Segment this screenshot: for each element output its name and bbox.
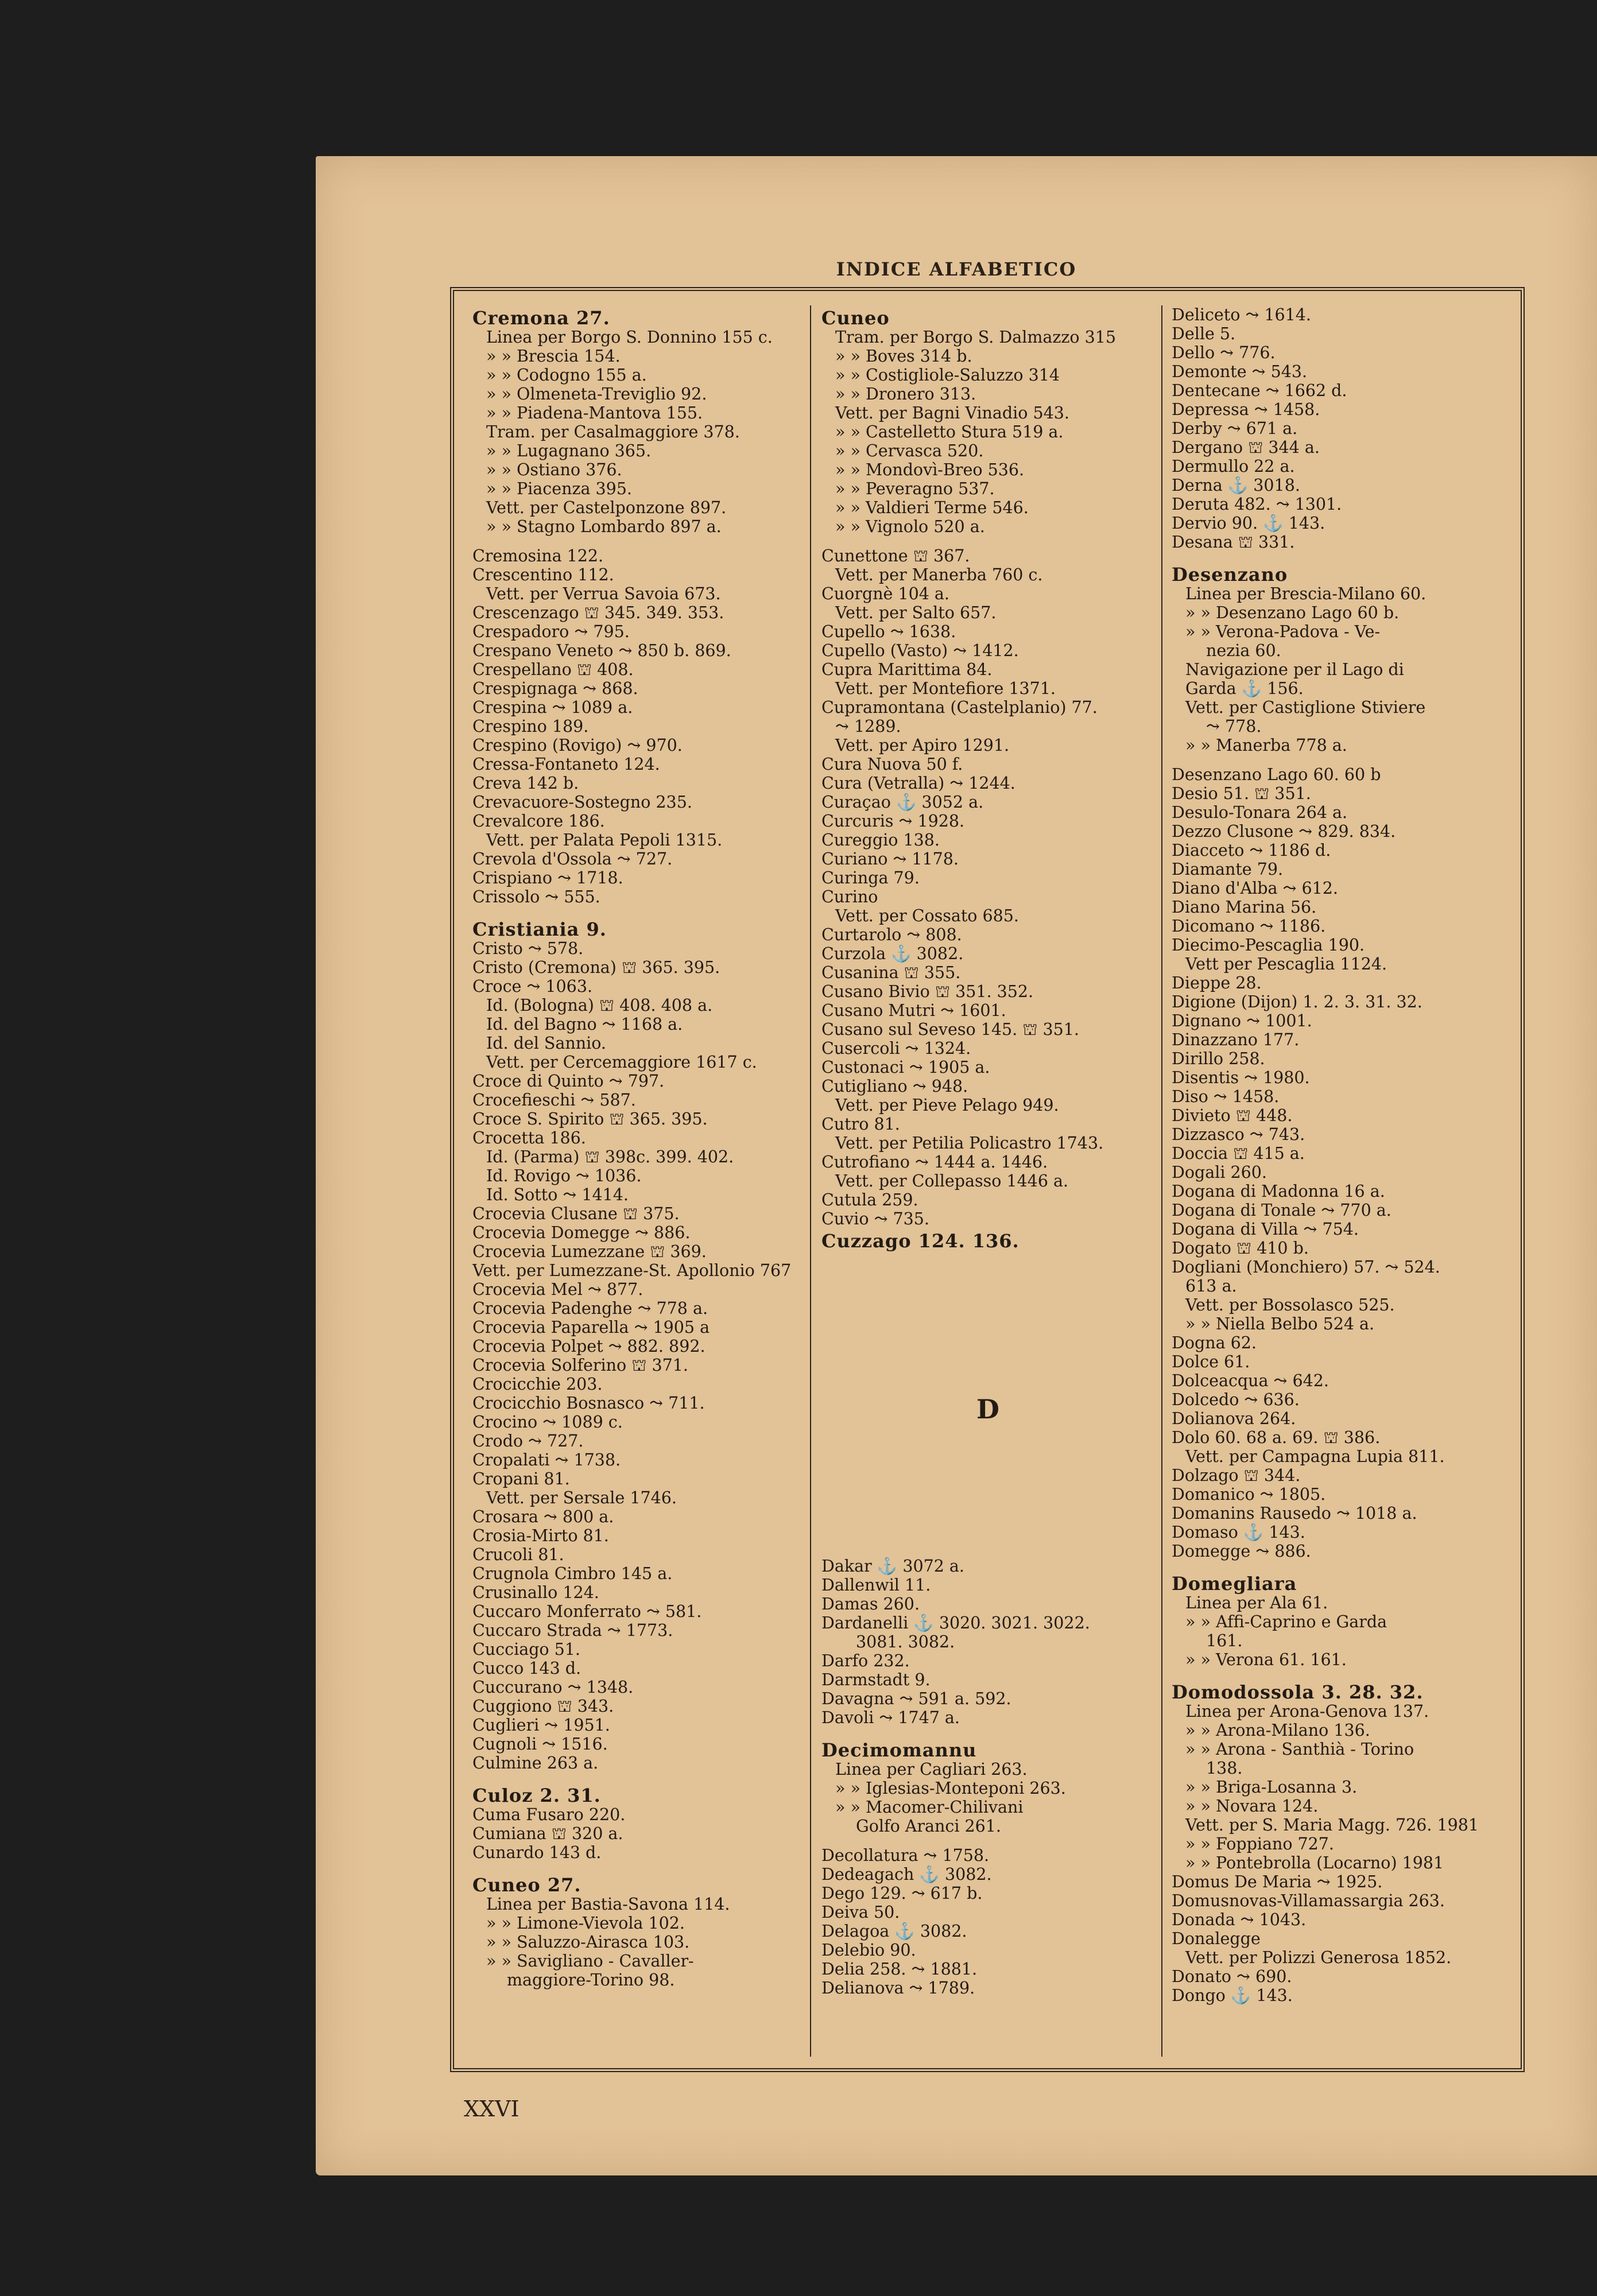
- index-entry: Vett. per Cossato 685.: [835, 906, 1019, 925]
- index-entry: » » Mondovì-Breo 536.: [835, 460, 1025, 479]
- index-entry: Vett. per Bossolasco 525.: [1185, 1296, 1395, 1314]
- index-heading: Cuneo: [821, 307, 890, 329]
- index-heading: Cuzzago 124. 136.: [821, 1230, 1020, 1252]
- index-entry: Desulo-Tonara 264 a.: [1172, 803, 1348, 822]
- index-entry: » » Briga-Losanna 3.: [1185, 1778, 1358, 1797]
- index-entry: Crocevia Clusane ⛫ 375.: [472, 1204, 680, 1223]
- index-entry: Darmstadt 9.: [821, 1670, 931, 1689]
- index-entry: Cutula 259.: [821, 1190, 918, 1209]
- index-entry: Navigazione per il Lago di: [1185, 660, 1404, 679]
- index-entry: Vett. per S. Maria Magg. 726. 1981: [1185, 1816, 1479, 1835]
- scanned-page: [316, 156, 1597, 2175]
- index-entry: Crespignaga ⤳ 868.: [472, 679, 638, 698]
- index-entry: Cristo ⤳ 578.: [472, 939, 584, 958]
- index-entry: Dentecane ⤳ 1662 d.: [1172, 381, 1347, 400]
- index-entry: Delia 258. ⤳ 1881.: [821, 1960, 978, 1979]
- spacer: [472, 1862, 803, 1872]
- index-entry: Crocetta 186.: [472, 1128, 586, 1147]
- index-entry: Cuccaro Strada ⤳ 1773.: [472, 1621, 673, 1640]
- index-entry: Crugnola Cimbro 145 a.: [472, 1564, 673, 1583]
- index-entry: Cusercoli ⤳ 1324.: [821, 1039, 971, 1058]
- index-entry: » » Piadena-Mantova 155.: [486, 404, 703, 422]
- index-entry: Crevola d'Ossola ⤳ 727.: [472, 850, 673, 868]
- index-entry: » » Cervasca 520.: [835, 441, 984, 460]
- index-entry: Crocevia Paparella ⤳ 1905 a: [472, 1318, 710, 1337]
- index-entry: Croceﬁeschi ⤳ 587.: [472, 1091, 636, 1110]
- index-entry: Curzola ⚓ 3082.: [821, 944, 964, 963]
- index-entry: Vett. per Cercemaggiore 1617 c.: [486, 1053, 757, 1072]
- index-entry: Cupello ⤳ 1638.: [821, 622, 956, 641]
- index-entry: Diano d'Alba ⤳ 612.: [1172, 879, 1338, 898]
- index-entry: Curaçao ⚓ 3052 a.: [821, 793, 984, 812]
- index-entry: Cugnoli ⤳ 1516.: [472, 1735, 608, 1754]
- index-entry: Dolcedo ⤳ 636.: [1172, 1390, 1300, 1409]
- index-entry: Crocevia Lumezzane ⛫ 369.: [472, 1242, 707, 1261]
- index-heading: Decimomannu: [821, 1739, 977, 1761]
- index-entry: Curcuris ⤳ 1928.: [821, 812, 965, 831]
- index-entry: Dardanelli ⚓ 3020. 3021. 3022.: [821, 1614, 1090, 1632]
- index-entry: Davoli ⤳ 1747 a.: [821, 1708, 960, 1727]
- index-entry: Dermullo 22 a.: [1172, 457, 1295, 476]
- index-entry: 613 a.: [1185, 1277, 1237, 1296]
- index-entry: Cupello (Vasto) ⤳ 1412.: [821, 641, 1019, 660]
- index-entry: Dizzasco ⤳ 743.: [1172, 1125, 1305, 1144]
- index-entry: Vett. per Monteﬁore 1371.: [835, 679, 1056, 698]
- index-entry: Crocicchio Bosnasco ⤳ 711.: [472, 1394, 705, 1413]
- index-entry: Cusano Bivio ⛫ 351. 352.: [821, 982, 1034, 1001]
- index-column-3: [1172, 305, 1510, 2057]
- index-entry: Crocevia Padenghe ⤳ 778 a.: [472, 1299, 708, 1318]
- spacer: [821, 1836, 1154, 1846]
- index-entry: » » Foppiano 727.: [1185, 1835, 1334, 1853]
- index-entry: Divieto ⛫ 448.: [1172, 1106, 1293, 1125]
- section-letter: D: [976, 1394, 999, 1425]
- column-divider: [1161, 305, 1162, 2057]
- index-entry: Derna ⚓ 3018.: [1172, 476, 1300, 495]
- index-entry: » » Macomer-Chilivani: [835, 1798, 1024, 1817]
- index-entry: 138.: [1206, 1759, 1243, 1778]
- spacer: [472, 906, 803, 917]
- page-number: XXVI: [464, 2096, 520, 2122]
- index-entry: Cureggio 138.: [821, 831, 940, 850]
- spacer: [1172, 552, 1510, 562]
- index-entry: Crosara ⤳ 800 a.: [472, 1507, 614, 1526]
- index-heading: Cristiania 9.: [472, 918, 607, 940]
- index-entry: Cuma Fusaro 220.: [472, 1805, 626, 1824]
- index-entry: Vett per Pescaglia 1124.: [1185, 955, 1387, 974]
- index-entry: Diamante 79.: [1172, 860, 1284, 879]
- index-entry: Cressa-Fontaneto 124.: [472, 755, 660, 774]
- index-entry: Linea per Cagliari 263.: [835, 1760, 1028, 1779]
- index-entry: » » Valdieri Terme 546.: [835, 498, 1029, 517]
- index-entry: Dogana di Madonna 16 a.: [1172, 1182, 1385, 1201]
- index-entry: Crocino ⤳ 1089 c.: [472, 1413, 623, 1432]
- index-entry: Delebio 90.: [821, 1941, 916, 1960]
- index-entry: Darfo 232.: [821, 1651, 910, 1670]
- index-entry: Curinga 79.: [821, 868, 920, 887]
- index-entry: Dello ⤳ 776.: [1172, 343, 1276, 362]
- index-entry: Linea per Bastia-Savona 114.: [486, 1895, 730, 1914]
- index-entry: Vett. per Collepasso 1446 a.: [835, 1172, 1069, 1190]
- index-entry: Donato ⤳ 690.: [1172, 1967, 1292, 1986]
- index-entry: Dogliani (Monchiero) 57. ⤳ 524.: [1172, 1258, 1440, 1277]
- index-entry: Crissolo ⤳ 555.: [472, 887, 600, 906]
- index-entry: Crespina ⤳ 1089 a.: [472, 698, 633, 717]
- spacer: [821, 536, 1154, 546]
- index-entry: Crespadoro ⤳ 795.: [472, 622, 630, 641]
- index-entry: Dedeagach ⚓ 3082.: [821, 1865, 992, 1884]
- spacer: [472, 536, 803, 546]
- index-entry: Cutro 81.: [821, 1115, 900, 1134]
- index-entry: Domaso ⚓ 143.: [1172, 1523, 1305, 1542]
- index-entry: Croce di Quinto ⤳ 797.: [472, 1072, 665, 1091]
- index-entry: Cupra Marittima 84.: [821, 660, 993, 679]
- index-entry: Vett. per Palata Pepoli 1315.: [486, 831, 723, 850]
- index-entry: Domanico ⤳ 1805.: [1172, 1485, 1326, 1504]
- index-entry: Vett. per Castelponzone 897.: [486, 498, 727, 517]
- index-entry: Dongo ⚓ 143.: [1172, 1986, 1293, 2005]
- index-entry: » » Pontebrolla (Locarno) 1981: [1185, 1853, 1444, 1872]
- index-entry: Domus De Maria ⤳ 1925.: [1172, 1872, 1383, 1891]
- index-entry: Deliceto ⤳ 1614.: [1172, 305, 1311, 324]
- index-entry: Cura Nuova 50 f.: [821, 755, 963, 774]
- index-heading: Culoz 2. 31.: [472, 1785, 601, 1806]
- index-entry: » » Verona-Padova - Ve-: [1185, 622, 1381, 641]
- index-entry: » » Boves 314 b.: [835, 347, 972, 366]
- index-entry: » » Arona-Milano 136.: [1185, 1721, 1370, 1740]
- index-entry: » » Lugagnano 365.: [486, 441, 652, 460]
- index-entry: » » Saluzzo-Airasca 103.: [486, 1933, 690, 1952]
- index-entry: Cuorgnè 104 a.: [821, 584, 949, 603]
- index-entry: Cunardo 143 d.: [472, 1843, 602, 1862]
- index-entry: ⤳ 1289.: [835, 717, 901, 736]
- index-entry: Crocevia Solferino ⛫ 371.: [472, 1356, 688, 1375]
- index-entry: » » Afﬁ-Caprino e Garda: [1185, 1612, 1387, 1631]
- spacer: [472, 1773, 803, 1783]
- index-entry: Domusnovas-Villamassargia 263.: [1172, 1891, 1445, 1910]
- index-entry: Dakar ⚓ 3072 a.: [821, 1557, 964, 1576]
- index-entry: maggiore-Torino 98.: [507, 1971, 675, 1989]
- index-entry: 161.: [1206, 1631, 1243, 1650]
- index-entry: Cristo (Cremona) ⛫ 365. 395.: [472, 958, 720, 977]
- index-entry: nezia 60.: [1206, 641, 1281, 660]
- index-entry: ⤳ 778.: [1206, 717, 1262, 736]
- index-entry: Crucoli 81.: [472, 1545, 564, 1564]
- index-entry: Crosia-Mirto 81.: [472, 1526, 609, 1545]
- index-entry: Crocicchie 203.: [472, 1375, 603, 1394]
- index-entry: » » Niella Belbo 524 a.: [1185, 1314, 1375, 1333]
- spacer: [821, 1727, 1154, 1737]
- index-entry: » » Novara 124.: [1185, 1797, 1319, 1816]
- index-entry: Vett. per Verrua Savoia 673.: [486, 584, 721, 603]
- index-entry: Dogna 62.: [1172, 1333, 1257, 1352]
- column-divider: [810, 305, 811, 2057]
- index-entry: Dogali 260.: [1172, 1163, 1267, 1182]
- index-entry: Id. del Bagno ⤳ 1168 a.: [486, 1015, 683, 1034]
- page-header: INDICE ALFABETICO: [836, 258, 1077, 280]
- index-entry: Cuggiono ⛫ 343.: [472, 1697, 614, 1716]
- index-entry: » » Olmeneta-Treviglio 92.: [486, 385, 707, 404]
- index-entry: Crocevia Mel ⤳ 877.: [472, 1280, 644, 1299]
- index-entry: Dolce 61.: [1172, 1352, 1250, 1371]
- index-entry: Dirillo 258.: [1172, 1049, 1265, 1068]
- index-entry: Doccia ⛫ 415 a.: [1172, 1144, 1305, 1163]
- index-entry: Croce S. Spirito ⛫ 365. 395.: [472, 1110, 708, 1128]
- index-entry: Dego 129. ⤳ 617 b.: [821, 1884, 983, 1903]
- index-entry: Cupramontana (Castelplanio) 77.: [821, 698, 1098, 717]
- index-entry: Linea per Brescia-Milano 60.: [1185, 584, 1427, 603]
- index-entry: Vett. per Manerba 760 c.: [835, 565, 1043, 584]
- index-heading: Cuneo 27.: [472, 1874, 582, 1896]
- index-entry: Dolianova 264.: [1172, 1409, 1296, 1428]
- index-entry: » » Castelletto Stura 519 a.: [835, 422, 1064, 441]
- index-entry: Garda ⚓ 156.: [1185, 679, 1304, 698]
- index-entry: Crevacuore-Sostegno 235.: [472, 793, 692, 812]
- index-entry: » » Peveragno 537.: [835, 479, 995, 498]
- index-entry: Vett. per Sersale 1746.: [486, 1488, 677, 1507]
- index-entry: Croce ⤳ 1063.: [472, 977, 593, 996]
- index-entry: Diano Marina 56.: [1172, 898, 1317, 917]
- index-entry: Cuccaro Monferrato ⤳ 581.: [472, 1602, 702, 1621]
- index-entry: Cunettone ⛫ 367.: [821, 546, 970, 565]
- index-entry: Depressa ⤳ 1458.: [1172, 400, 1320, 419]
- spacer: [1172, 1669, 1510, 1680]
- index-entry: Tram. per Casalmaggiore 378.: [486, 422, 740, 441]
- index-entry: Deiva 50.: [821, 1903, 900, 1922]
- index-entry: Dezzo Clusone ⤳ 829. 834.: [1172, 822, 1396, 841]
- index-entry: Linea per Ala 61.: [1185, 1593, 1328, 1612]
- index-entry: Cuvio ⤳ 735.: [821, 1209, 929, 1228]
- index-entry: Damas 260.: [821, 1595, 920, 1614]
- spacer: [1172, 1561, 1510, 1571]
- index-entry: Dogana di Villa ⤳ 754.: [1172, 1220, 1359, 1239]
- index-entry: Id. (Bologna) ⛫ 408. 408 a.: [486, 996, 713, 1015]
- index-entry: Dinazzano 177.: [1172, 1030, 1300, 1049]
- index-entry: Crocevia Domegge ⤳ 886.: [472, 1223, 691, 1242]
- index-heading: Domodossola 3. 28. 32.: [1172, 1681, 1424, 1703]
- index-entry: Cusano Mutri ⤳ 1601.: [821, 1001, 1006, 1020]
- index-entry: Id. Rovigo ⤳ 1036.: [486, 1166, 642, 1185]
- index-entry: Desana ⛫ 331.: [1172, 533, 1295, 552]
- index-entry: Vett. per Lumezzane-St. Apollonio 767: [472, 1261, 792, 1280]
- index-entry: Curtarolo ⤳ 808.: [821, 925, 962, 944]
- index-column-2: [821, 305, 1154, 2057]
- index-entry: 3081. 3082.: [856, 1632, 955, 1651]
- index-entry: Vett. per Castiglione Stiviere: [1185, 698, 1426, 717]
- index-entry: Dignano ⤳ 1001.: [1172, 1011, 1312, 1030]
- index-entry: » » Dronero 313.: [835, 385, 976, 404]
- index-entry: Cuglieri ⤳ 1951.: [472, 1716, 610, 1735]
- index-column-1: [472, 305, 803, 2057]
- index-entry: Donalegge: [1172, 1929, 1261, 1948]
- index-entry: Cucco 143 d.: [472, 1659, 582, 1678]
- index-entry: » » Limone-Vievola 102.: [486, 1914, 685, 1933]
- index-entry: » » Savigliano - Cavaller-: [486, 1952, 694, 1971]
- index-entry: Crusinallo 124.: [472, 1583, 599, 1602]
- index-entry: » » Iglesias-Monteponi 263.: [835, 1779, 1066, 1798]
- index-entry: Cuccurano ⤳ 1348.: [472, 1678, 634, 1697]
- index-frame: [450, 287, 1525, 2072]
- index-entry: Cutroﬁano ⤳ 1444 a. 1446.: [821, 1153, 1048, 1172]
- index-entry: Donada ⤳ 1043.: [1172, 1910, 1307, 1929]
- index-entry: Vett. per Apiro 1291.: [835, 736, 1010, 755]
- index-entry: Vett. per Polizzi Generosa 1852.: [1185, 1948, 1452, 1967]
- index-entry: Diso ⤳ 1458.: [1172, 1087, 1280, 1106]
- index-heading: Domegliara: [1172, 1573, 1297, 1595]
- index-entry: Demonte ⤳ 543.: [1172, 362, 1308, 381]
- index-entry: » » Arona - Santhià - Torino: [1185, 1740, 1414, 1759]
- index-entry: Digione (Dijon) 1. 2. 3. 31. 32.: [1172, 992, 1422, 1011]
- index-entry: Davagna ⤳ 591 a. 592.: [821, 1689, 1011, 1708]
- index-entry: » » Ostiano 376.: [486, 460, 622, 479]
- index-entry: Dieppe 28.: [1172, 974, 1262, 992]
- index-entry: Delle 5.: [1172, 324, 1236, 343]
- index-entry: Cucciago 51.: [472, 1640, 580, 1659]
- index-entry: Delianova ⤳ 1789.: [821, 1979, 975, 1998]
- index-entry: Disentis ⤳ 1980.: [1172, 1068, 1310, 1087]
- index-entry: » » Verona 61. 161.: [1185, 1650, 1347, 1669]
- index-entry: Dicomano ⤳ 1186.: [1172, 917, 1326, 936]
- index-entry: Dolceacqua ⤳ 642.: [1172, 1371, 1329, 1390]
- index-entry: Dervio 90. ⚓ 143.: [1172, 514, 1325, 533]
- index-entry: Crispiano ⤳ 1718.: [472, 868, 623, 887]
- index-entry: » » Desenzano Lago 60 b.: [1185, 603, 1400, 622]
- index-entry: Cusano sul Seveso 145. ⛫ 351.: [821, 1020, 1079, 1039]
- index-entry: Crespino (Rovigo) ⤳ 970.: [472, 736, 683, 755]
- index-entry: Cropalati ⤳ 1738.: [472, 1450, 621, 1469]
- index-entry: Linea per Arona-Genova 137.: [1185, 1702, 1429, 1721]
- index-entry: Golfo Aranci 261.: [856, 1817, 1001, 1836]
- index-entry: » » Costigliole-Saluzzo 314: [835, 366, 1060, 385]
- index-entry: » » Codogno 155 a.: [486, 366, 647, 385]
- index-entry: Id. Sotto ⤳ 1414.: [486, 1185, 629, 1204]
- index-entry: Diacceto ⤳ 1186 d.: [1172, 841, 1331, 860]
- index-entry: Curiano ⤳ 1178.: [821, 850, 959, 868]
- index-entry: Crespino 189.: [472, 717, 589, 736]
- index-entry: Vett. per Campagna Lupia 811.: [1185, 1447, 1445, 1466]
- spacer: [1172, 755, 1510, 765]
- index-heading: Cremona 27.: [472, 307, 610, 329]
- index-entry: Cremosina 122.: [472, 546, 604, 565]
- index-entry: Delagoa ⚓ 3082.: [821, 1922, 967, 1941]
- index-entry: Vett. per Petilia Policastro 1743.: [835, 1134, 1104, 1153]
- index-entry: Dergano ⛫ 344 a.: [1172, 438, 1320, 457]
- index-entry: Dallenwil 11.: [821, 1576, 931, 1595]
- index-entry: Crespano Veneto ⤳ 850 b. 869.: [472, 641, 731, 660]
- index-entry: Crespellano ⛫ 408.: [472, 660, 634, 679]
- index-entry: Crocevia Polpet ⤳ 882. 892.: [472, 1337, 706, 1356]
- index-entry: Tram. per Borgo S. Dalmazzo 315: [835, 328, 1116, 347]
- index-entry: Domegge ⤳ 886.: [1172, 1542, 1311, 1561]
- index-entry: Decollatura ⤳ 1758.: [821, 1846, 990, 1865]
- index-heading: Desenzano: [1172, 564, 1288, 585]
- index-entry: » » Piacenza 395.: [486, 479, 632, 498]
- index-entry: Cutigliano ⤳ 948.: [821, 1077, 968, 1096]
- index-entry: Vett. per Bagni Vinadio 543.: [835, 404, 1069, 422]
- index-entry: Crevalcore 186.: [472, 812, 605, 831]
- index-entry: » » Stagno Lombardo 897 a.: [486, 517, 722, 536]
- index-entry: Custonaci ⤳ 1905 a.: [821, 1058, 990, 1077]
- index-entry: » » Brescia 154.: [486, 347, 621, 366]
- index-entry: Deruta 482. ⤳ 1301.: [1172, 495, 1342, 514]
- index-entry: Vett. per Salto 657.: [835, 603, 997, 622]
- index-entry: Crescentino 112.: [472, 565, 614, 584]
- index-entry: Vett. per Pieve Pelago 949.: [835, 1096, 1059, 1115]
- index-entry: Linea per Borgo S. Donnino 155 c.: [486, 328, 773, 347]
- index-entry: Dolzago ⛫ 344.: [1172, 1466, 1301, 1485]
- index-entry: » » Manerba 778 a.: [1185, 736, 1347, 755]
- index-entry: Id. del Sannio.: [486, 1034, 606, 1053]
- index-entry: Derby ⤳ 671 a.: [1172, 419, 1298, 438]
- index-entry: Id. (Parma) ⛫ 398c. 399. 402.: [486, 1147, 734, 1166]
- index-entry: Cropani 81.: [472, 1469, 570, 1488]
- index-entry: Cusanina ⛫ 355.: [821, 963, 961, 982]
- index-entry: Cumiana ⛫ 320 a.: [472, 1824, 623, 1843]
- index-entry: Crescenzago ⛫ 345. 349. 353.: [472, 603, 724, 622]
- index-entry: Curino: [821, 887, 878, 906]
- index-entry: Crodo ⤳ 727.: [472, 1432, 584, 1450]
- index-entry: Domanins Rausedo ⤳ 1018 a.: [1172, 1504, 1417, 1523]
- index-entry: Creva 142 b.: [472, 774, 579, 793]
- index-entry: Dogana di Tonale ⤳ 770 a.: [1172, 1201, 1391, 1220]
- index-entry: Desenzano Lago 60. 60 b: [1172, 765, 1381, 784]
- index-entry: Dogato ⛫ 410 b.: [1172, 1239, 1309, 1258]
- index-entry: » » Vignolo 520 a.: [835, 517, 985, 536]
- index-entry: Cura (Vetralla) ⤳ 1244.: [821, 774, 1015, 793]
- index-entry: Desio 51. ⛫ 351.: [1172, 784, 1311, 803]
- index-entry: Dolo 60. 68 a. 69. ⛫ 386.: [1172, 1428, 1381, 1447]
- index-entry: Diecimo-Pescaglia 190.: [1172, 936, 1365, 955]
- index-entry: Culmine 263 a.: [472, 1754, 599, 1773]
